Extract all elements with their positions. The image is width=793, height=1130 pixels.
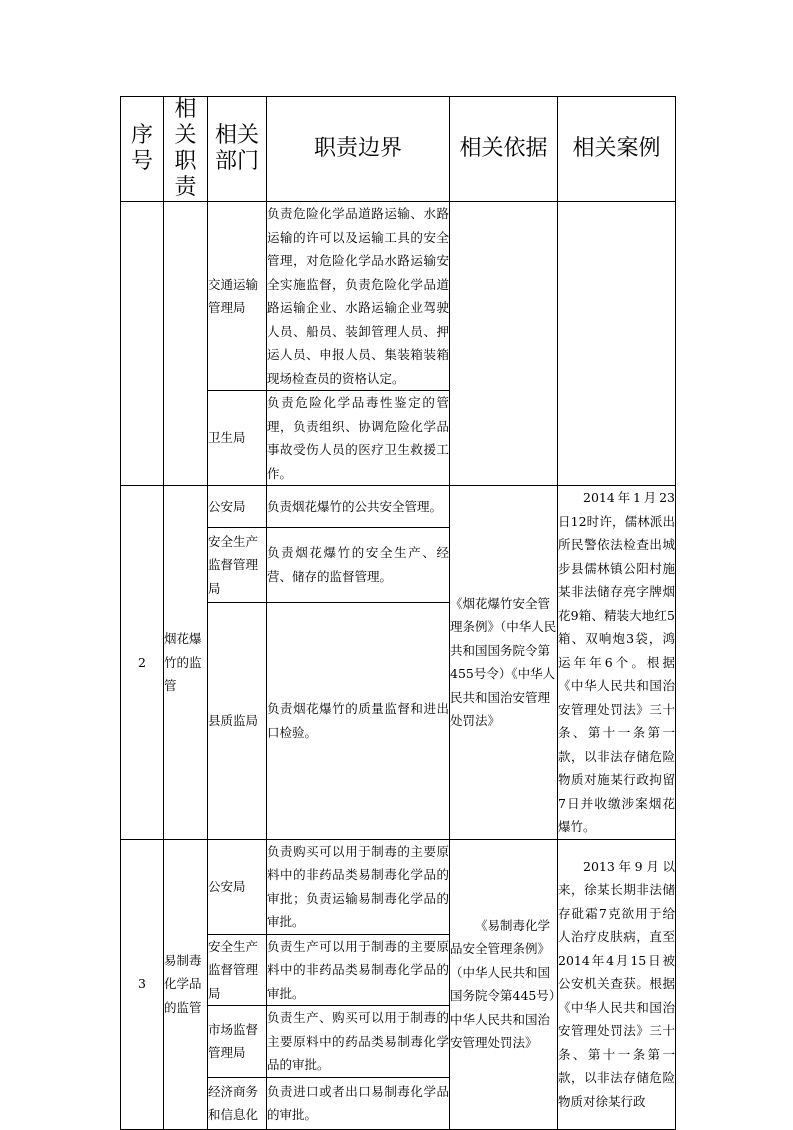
boundary-cell: 负责烟花爆竹的质量监督和进出口检验。	[267, 602, 450, 839]
boundary-cell: 负责进口或者出口易制毒化学品的审批。	[267, 1077, 450, 1129]
table-row	[121, 202, 676, 391]
dept-cell: 安全生产监督管理局	[208, 934, 267, 1006]
table-row	[121, 486, 676, 528]
case-cell	[558, 839, 676, 1129]
responsibility-table	[120, 96, 676, 1130]
case-cell	[558, 486, 676, 840]
dept-cell: 卫生局	[208, 391, 267, 486]
boundary-cell: 负责危险化学品道路运输、水路运输的许可以及运输工具的安全管理，对危险化学品水路运输安全实施监督，负责危险化学品道路运输企业、水路运输企业驾驶人员、船员、装卸管理人员、押运人员、申报人员、集装箱装箱现场检查员的资格认定。	[267, 202, 450, 391]
dept-cell: 市场监督管理局	[208, 1006, 267, 1078]
header-dept: 相关部门	[208, 97, 267, 202]
dept-cell: 交通运输管理局	[208, 202, 267, 391]
basis-cell	[450, 202, 558, 486]
boundary-cell: 负责烟花爆竹的安全生产、经营、储存的监督管理。	[267, 527, 450, 602]
dept-cell: 公安局	[208, 839, 267, 934]
row-index	[121, 202, 164, 486]
header-index: 序号	[121, 97, 164, 202]
case-text: 2013年9月以来，徐某长期非法储存砒霜7克欲用于给人治疗皮肤病，直至2014年4月15日被公安机关查获。根据《中华人民共和国治安管理处罚法》三十条、第十一条第一款，以非法存储危险物质对徐某行政	[558, 858, 675, 1109]
basis-cell: 《烟花爆竹安全管理条例》（中华人民共和国国务院令第455号令）《中华人民共和国治安管理处罚法》	[450, 486, 558, 840]
header-basis: 相关依据	[450, 97, 558, 202]
case-cell	[558, 202, 676, 486]
header-boundary: 职责边界	[267, 97, 450, 202]
basis-cell	[450, 839, 558, 1129]
header-row	[121, 97, 676, 202]
dept-cell: 安全生产监督管理局	[208, 527, 267, 602]
table-row	[121, 839, 676, 934]
row-duty: 易制毒化学品的监管	[164, 839, 208, 1129]
row-index: 2	[121, 486, 164, 840]
header-case: 相关案例	[558, 97, 676, 202]
header-duty: 相关职责	[164, 97, 208, 202]
boundary-cell: 负责生产、购买可以用于制毒的主要原料中的药品类易制毒化学品的审批。	[267, 1006, 450, 1078]
basis-text: 《易制毒化学品安全管理条例》（中华人民共和国国务院令第445号）中华人民共和国治安管理处罚法》	[450, 917, 556, 1050]
boundary-cell: 负责购买可以用于制毒的主要原料中的非药品类易制毒化学品的审批；负责运输易制毒化学品的审批。	[267, 839, 450, 934]
row-duty: 烟花爆竹的监管	[164, 486, 208, 840]
row-duty	[164, 202, 208, 486]
boundary-cell: 负责生产可以用于制毒的主要原料中的非药品类易制毒化学品的审批。	[267, 934, 450, 1006]
boundary-cell: 负责烟花爆竹的公共安全管理。	[267, 486, 450, 528]
boundary-cell: 负责危险化学品毒性鉴定的管理，负责组织、协调危险化学品事故受伤人员的医疗卫生救援工作。	[267, 391, 450, 486]
dept-cell: 县质监局	[208, 602, 267, 839]
row-index: 3	[121, 839, 164, 1129]
dept-cell: 公安局	[208, 486, 267, 528]
case-text: 2014年1月23日12时许，儒林派出所民警依法检查出城步县儒林镇公阳村施某非法储存亮字牌烟花9箱、精装大地红5箱、双响炮3袋，鸿运年年6个。根据《中华人民共和国治安管理处罚法》三十条、第十一条第一款，以非法存储危险物质对施某行政拘留7日并收缴涉案烟花爆竹。	[558, 490, 675, 834]
dept-cell: 经济商务和信息化	[208, 1077, 267, 1129]
